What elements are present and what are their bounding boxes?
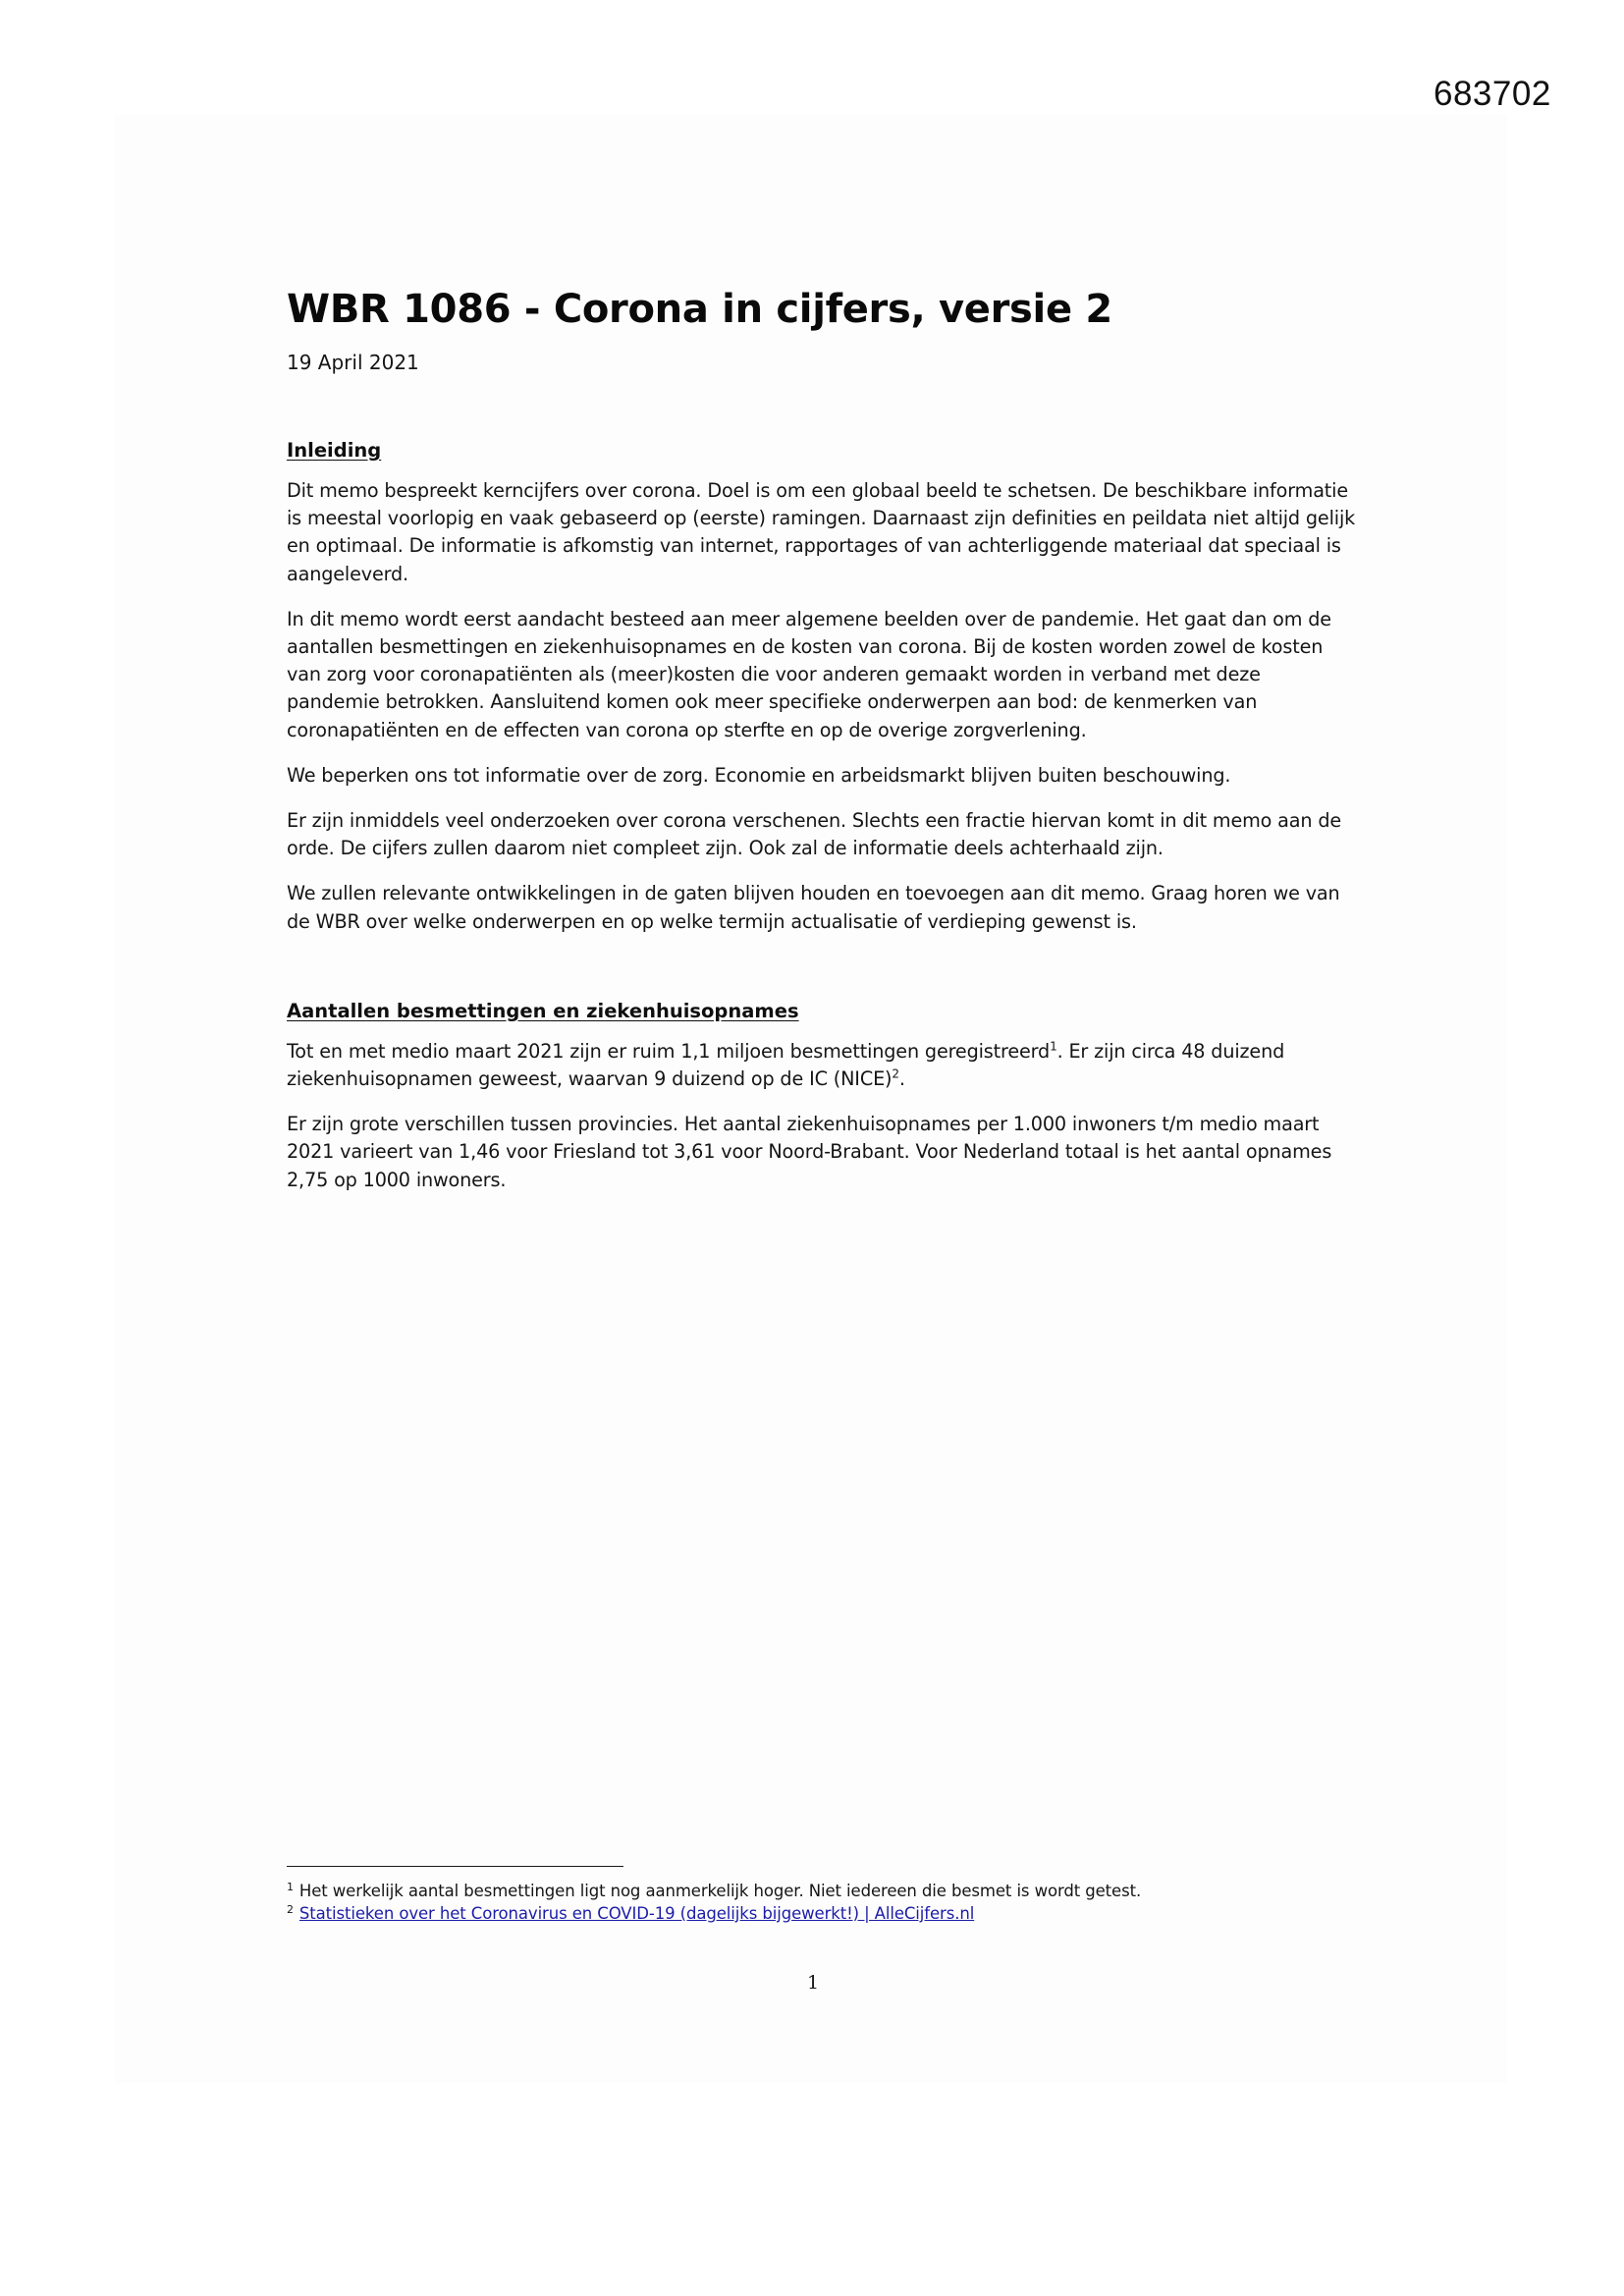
footnotes <box>287 1866 1367 1925</box>
document-date: 19 April 2021 <box>287 351 419 374</box>
footnote-ref-2[interactable]: 2 <box>892 1066 899 1081</box>
footnote-2 <box>287 1902 1367 1925</box>
document-title: WBR 1086 - Corona in cijfers, versie 2 <box>287 287 1112 332</box>
paragraph: We zullen relevante ontwikkelingen in de gaten blijven houden en toevoegen aan dit memo. Graag horen we van de WBR over welke onderwerpen en op welke termijn actualisatie of verdieping gewenst is. <box>287 882 1340 933</box>
paragraph: Dit memo bespreekt kerncijfers over corona. Doel is om een globaal beeld te schetsen. De beschikbare informatie is meestal voorlopig en vaak gebaseerd op (eerste) ramingen. Daarnaast zijn definities en peildata niet altijd gelijk en optimaal. De informatie is afkomstig van internet, rapportages of van achterliggende materiaal dat speciaal is aangeleverd. <box>287 479 1356 585</box>
section-heading-aantallen: Aantallen besmettingen en ziekenhuisopnames <box>287 999 799 1022</box>
paragraph: Er zijn grote verschillen tussen provincies. Het aantal ziekenhuisopnames per 1.000 inwoners t/m medio maart 2021 varieert van 1,46 voor Friesland tot 3,61 voor Noord-Brabant. Voor Nederland totaal is het aantal opnames 2,75 op 1000 inwoners. <box>287 1113 1332 1191</box>
footnote-separator <box>287 1866 623 1867</box>
section-heading-inleiding: Inleiding <box>287 439 382 462</box>
footnote-number: 2 <box>287 1902 294 1916</box>
paragraph: We beperken ons tot informatie over de zorg. Economie en arbeidsmarkt blijven buiten beschouwing. <box>287 763 1231 787</box>
paragraph: In dit memo wordt eerst aandacht besteed aan meer algemene beelden over de pandemie. Het gaat dan om de aantallen besmettingen en ziekenhuisopnames en de kosten van corona. Bij de kosten worden zowel de kosten van zorg voor coronapatiënten als (meer)kosten die voor anderen gemaakt worden in verband met deze pandemie betrokken. Aansluitend komen ook meer specifieke onderwerpen aan bod: de kenmerken van coronapatiënten en de effecten van corona op sterfte en op de overige zorgverlening. <box>287 607 1331 741</box>
paragraph-text: Tot en met medio maart 2021 zijn er ruim 1,1 miljoen besmettingen geregistreerd <box>287 1039 1051 1063</box>
paragraph: Er zijn inmiddels veel onderzoeken over corona verschenen. Slechts een fractie hiervan komt in dit memo aan de orde. De cijfers zullen daarom niet compleet zijn. Ook zal de informatie deels achterhaald zijn. <box>287 809 1342 860</box>
allecijfers-link[interactable]: Statistieken over het Coronavirus en COVID-19 (dagelijks bijgewerkt!) | AlleCijfers.nl <box>298 1904 975 1923</box>
paragraph-text: . <box>898 1067 905 1091</box>
footnote-ref-1[interactable]: 1 <box>1050 1039 1057 1054</box>
paragraph-text: . Er zijn circa 48 duizend ziekenhuisopnamen geweest, waarvan 9 duizend op de IC (NICE) <box>287 1039 1285 1091</box>
footnote-1 <box>287 1880 1367 1902</box>
document-body <box>287 285 1357 1194</box>
paragraph-with-footnotes <box>287 1038 1357 1093</box>
footnote-number: 1 <box>287 1880 294 1893</box>
document-id-stamp: 683702 <box>1434 75 1551 113</box>
footnote-text: Het werkelijk aantal besmettingen ligt nog aanmerkelijk hoger. Niet iedereen die besmet is wordt getest. <box>298 1882 1142 1900</box>
page-number: 1 <box>807 1972 820 1994</box>
